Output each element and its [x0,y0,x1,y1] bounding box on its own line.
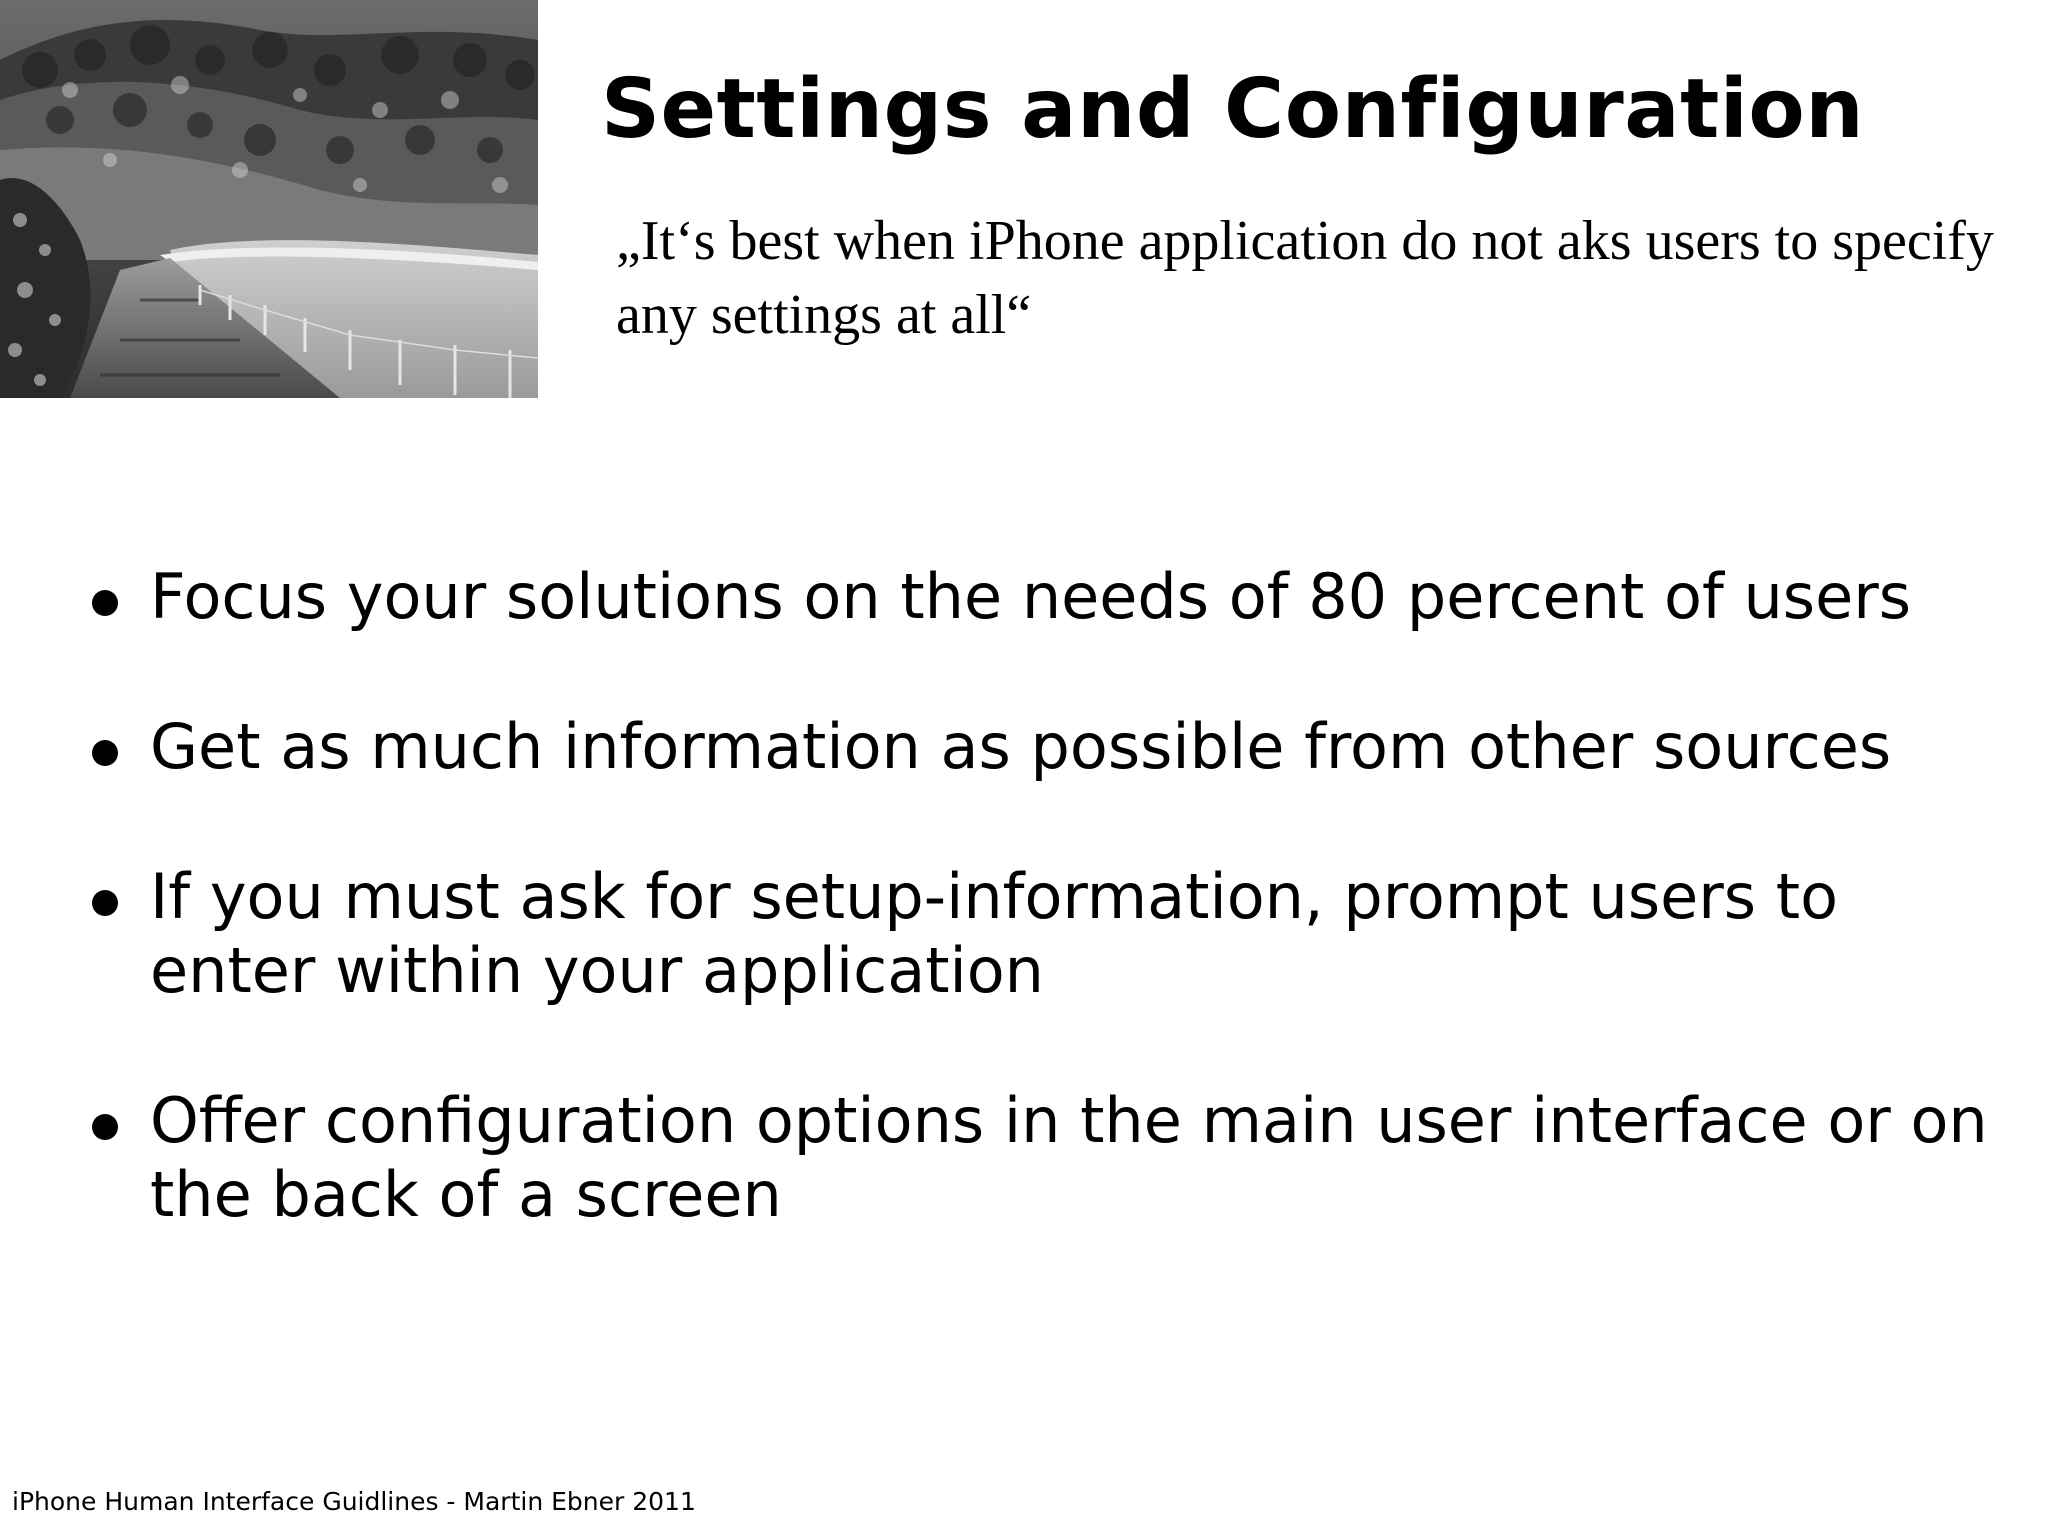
landscape-photo [0,0,538,398]
page-title: Settings and Configuration [601,62,1865,157]
bullet-text: Offer configuration options in the main user interface or on the back of a screen [150,1084,1988,1231]
bullet-item [88,1084,1988,1232]
bullet-text: Focus your solutions on the needs of 80 percent of users [150,560,1912,633]
bullet-dot-icon [92,740,118,766]
bullet-text: Get as much information as possible from other sources [150,710,1892,783]
bullet-dot-icon [92,590,118,616]
bullet-item [88,710,1988,784]
bullet-dot-icon [92,1114,118,1140]
landscape-photo-icon [0,0,538,398]
footer-text: iPhone Human Interface Guidlines - Martin Ebner 2011 [12,1487,696,1516]
bullet-item [88,860,1988,1008]
bullet-text: If you must ask for setup-information, prompt users to enter within your application [150,860,1839,1007]
bullet-item [88,560,1988,634]
bullet-list [88,560,1988,1308]
bullet-dot-icon [92,890,118,916]
quote-text: „It‘s best when iPhone application do not aks users to specify any settings at all“ [616,210,1994,346]
